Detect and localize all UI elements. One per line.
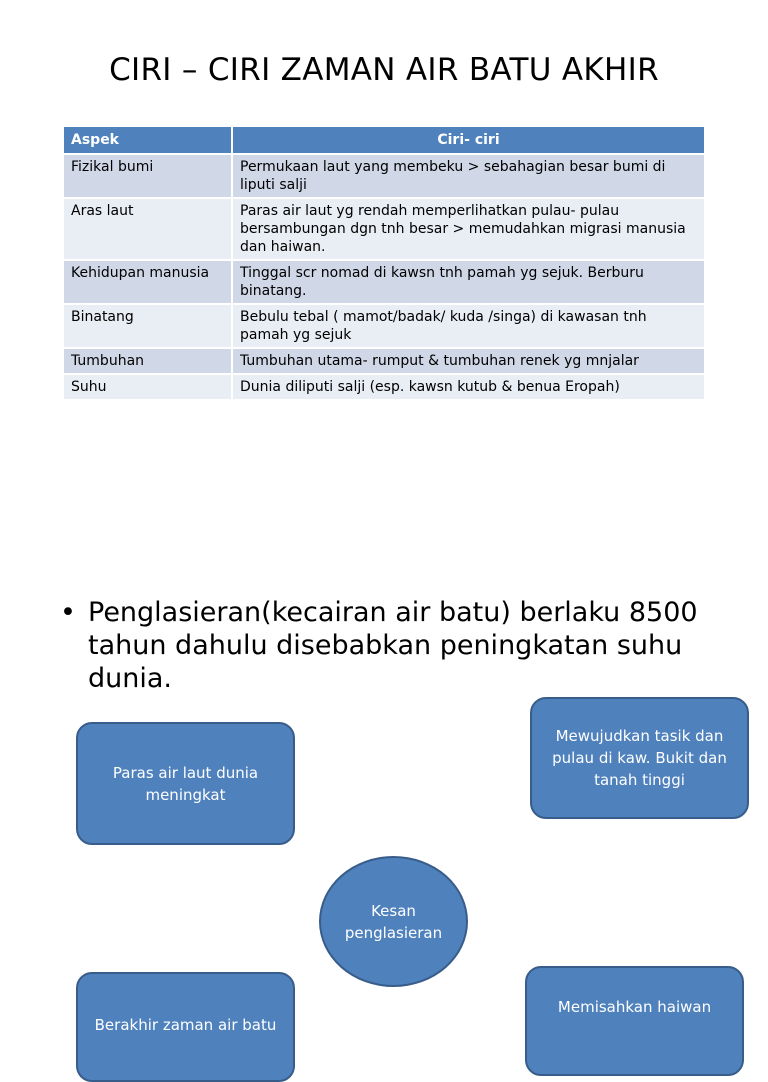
center-ellipse-kesan (319, 856, 468, 987)
aspek-cell: Fizikal bumi (64, 154, 232, 198)
characteristics-table (64, 127, 704, 399)
box-label: Mewujudkan tasik dan pulau di kaw. Bukit dan tanah tinggi (552, 727, 727, 789)
table-row (64, 260, 704, 304)
box-paras-air-laut (76, 722, 295, 845)
box-label: Paras air laut dunia meningkat (112, 763, 259, 804)
ellipse-label: Kesan penglasieran (344, 901, 443, 942)
header-aspek: Aspek (64, 127, 232, 154)
bullet-icon: • (60, 597, 76, 628)
aspek-cell: Aras laut (64, 198, 232, 260)
aspek-cell: Binatang (64, 304, 232, 348)
aspek-cell: Kehidupan manusia (64, 260, 232, 304)
aspek-cell: Suhu (64, 374, 232, 399)
ciri-cell: Dunia diliputi salji (esp. kawsn kutub & benua Eropah) (232, 374, 704, 399)
ciri-cell: Permukaan laut yang membeku > sebahagian besar bumi di liputi salji (232, 154, 704, 198)
slide-title: CIRI – CIRI ZAMAN AIR BATU AKHIR (109, 52, 659, 88)
bullet-text: Penglasieran(kecairan air batu) berlaku 8500 tahun dahulu disebabkan peningkatan suhu dunia. (88, 597, 698, 694)
box-memisahkan-haiwan (525, 966, 744, 1076)
box-tasik-pulau (530, 697, 749, 819)
ciri-cell: Tinggal scr nomad di kawsn tnh pamah yg sejuk. Berburu binatang. (232, 260, 704, 304)
table-row (64, 154, 704, 198)
box-berakhir-zaman (76, 972, 295, 1082)
table-row (64, 374, 704, 399)
box-label: Memisahkan haiwan (557, 998, 712, 1016)
ciri-cell: Paras air laut yg rendah memperlihatkan pulau- pulau bersambungan dgn tnh besar > memudahkan migrasi manusia dan haiwan. (232, 198, 704, 260)
header-ciri: Ciri- ciri (232, 127, 704, 154)
box-label: Berakhir zaman air batu (94, 1016, 277, 1034)
table-row (64, 198, 704, 260)
bullet-point (60, 596, 750, 695)
ciri-cell: Bebulu tebal ( mamot/badak/ kuda /singa) di kawasan tnh pamah yg sejuk (232, 304, 704, 348)
table-row (64, 348, 704, 374)
table-header-row (64, 127, 704, 154)
aspek-cell: Tumbuhan (64, 348, 232, 374)
ciri-cell: Tumbuhan utama- rumput & tumbuhan renek yg mnjalar (232, 348, 704, 374)
table-row (64, 304, 704, 348)
